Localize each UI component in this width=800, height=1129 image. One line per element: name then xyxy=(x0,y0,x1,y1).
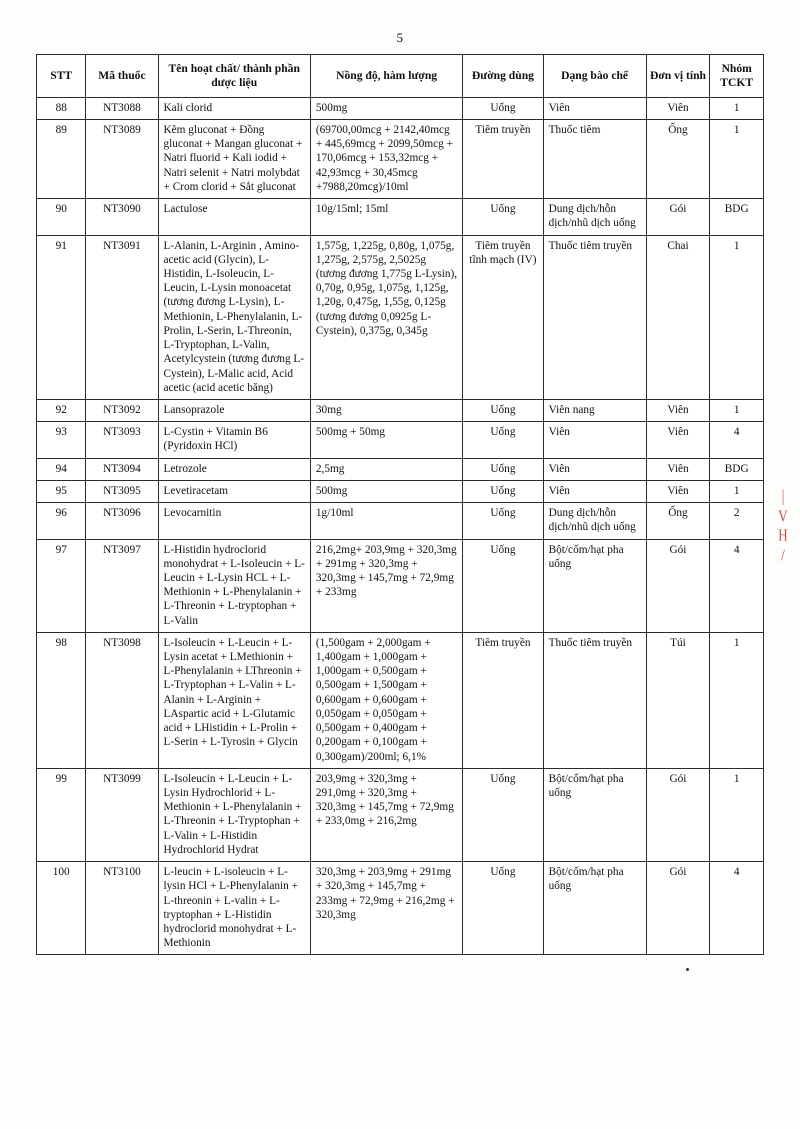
margin-annotation xyxy=(772,486,794,564)
margin-mark-2: V xyxy=(778,505,788,525)
table-row xyxy=(37,458,764,480)
cell-nong-do: 500mg xyxy=(310,97,462,119)
cell-don-vi-tinh: Ống xyxy=(646,120,710,199)
cell-ten-hoat-chat: Lactulose xyxy=(158,199,310,235)
cell-nhom-tckt: 4 xyxy=(710,422,764,458)
cell-stt: 89 xyxy=(37,120,86,199)
table-row xyxy=(37,480,764,502)
cell-ma-thuoc: NT3090 xyxy=(86,199,158,235)
cell-ten-hoat-chat: Kẽm gluconat + Đồng gluconat + Mangan gluconat + Natri fluorid + Kali iodid + Natri selenit + Natri molybdat + Crom clorid + Sắt gluconat xyxy=(158,120,310,199)
cell-nong-do: (1,500gam + 2,000gam + 1,400gam + 1,000gam + 1,000gam + 0,500gam + 0,500gam + 1,500gam + 0,600gam + 0,600gam + 0,050gam + 0,050gam + 0,500gam + 0,400gam + 0,200gam + 0,100gam + 0,300gam)/200ml; 6,1% xyxy=(310,632,462,768)
margin-mark-4: / xyxy=(781,544,785,564)
cell-stt: 94 xyxy=(37,458,86,480)
cell-nhom-tckt: 1 xyxy=(710,399,764,421)
cell-duong-dung: Tiêm truyền tĩnh mạch (IV) xyxy=(463,235,543,399)
cell-ten-hoat-chat: Letrozole xyxy=(158,458,310,480)
cell-duong-dung: Uống xyxy=(463,97,543,119)
cell-duong-dung: Uống xyxy=(463,399,543,421)
cell-don-vi-tinh: Viên xyxy=(646,422,710,458)
cell-stt: 90 xyxy=(37,199,86,235)
cell-stt: 99 xyxy=(37,768,86,861)
table-row xyxy=(37,199,764,235)
cell-duong-dung: Uống xyxy=(463,539,543,632)
table-row xyxy=(37,503,764,539)
cell-ten-hoat-chat: Kali clorid xyxy=(158,97,310,119)
cell-don-vi-tinh: Ống xyxy=(646,503,710,539)
cell-ten-hoat-chat: L-Cystin + Vitamin B6 (Pyridoxin HCl) xyxy=(158,422,310,458)
cell-dang-bao-che: Viên xyxy=(543,422,646,458)
cell-ma-thuoc: NT3098 xyxy=(86,632,158,768)
cell-don-vi-tinh: Viên xyxy=(646,480,710,502)
cell-nong-do: 500mg xyxy=(310,480,462,502)
column-header-nong-do: Nồng độ, hàm lượng xyxy=(310,55,462,98)
cell-nhom-tckt: 1 xyxy=(710,120,764,199)
cell-ma-thuoc: NT3089 xyxy=(86,120,158,199)
cell-duong-dung: Uống xyxy=(463,199,543,235)
cell-nong-do: 2,5mg xyxy=(310,458,462,480)
cell-duong-dung: Tiêm truyền xyxy=(463,632,543,768)
page-number: 5 xyxy=(396,30,404,45)
cell-dang-bao-che: Dung dịch/hỗn dịch/nhũ dịch uống xyxy=(543,503,646,539)
cell-ma-thuoc: NT3096 xyxy=(86,503,158,539)
cell-nong-do: 1,575g, 1,225g, 0,80g, 1,075g, 1,275g, 2,575g, 2,5025g (tương đương 1,775g L-Lysin), 0,70g, 0,95g, 1,075g, 1,125g, 1,20g, 0,475g, 1,55g, 0,125g (tương đương 0,0925g L-Cystein), 0,375g, 0,345g xyxy=(310,235,462,399)
column-header-ma-thuoc: Mã thuốc xyxy=(86,55,158,98)
cell-ten-hoat-chat: L-leucin + L-isoleucin + L-lysin HCl + L-Phenylalanin + L-threonin + L-valin + L-tryptophan + L-Histidin hydroclorid monohydrat + L-Methionin xyxy=(158,862,310,955)
cell-nong-do: 320,3mg + 203,9mg + 291mg + 320,3mg + 145,7mg + 233mg + 72,9mg + 216,2mg + 320,3mg xyxy=(310,862,462,955)
cell-nong-do: 10g/15ml; 15ml xyxy=(310,199,462,235)
cell-stt: 98 xyxy=(37,632,86,768)
cell-ten-hoat-chat: L-Histidin hydroclorid monohydrat + L-Isoleucin + L-Leucin + L-Lysin HCL + L-Methionin + L-Phenylalanin + L-Threonin + L-tryptophan + L-Valin xyxy=(158,539,310,632)
cell-ma-thuoc: NT3099 xyxy=(86,768,158,861)
margin-mark-3: H xyxy=(778,524,788,545)
cell-nhom-tckt: 2 xyxy=(710,503,764,539)
cell-dang-bao-che: Viên nang xyxy=(543,399,646,421)
table-row xyxy=(37,120,764,199)
cell-duong-dung: Uống xyxy=(463,503,543,539)
table-row xyxy=(37,862,764,955)
cell-don-vi-tinh: Viên xyxy=(646,458,710,480)
cell-ten-hoat-chat: L-Alanin, L-Arginin , Amino-acetic acid (Glycin), L-Histidin, L-Isoleucin, L-Leucin, L-Lysin monoacetat (tương đương L-Lysin), L-Methionin, L-Phenylalanin, L-Prolin, L-Serin, L-Threonin, L-Tryptophan, L-Valin, Acetylcystein (tương đương L-Cystein), L-Malic acid, Acid acetic (acid acetic băng) xyxy=(158,235,310,399)
cell-duong-dung: Uống xyxy=(463,862,543,955)
cell-stt: 88 xyxy=(37,97,86,119)
cell-don-vi-tinh: Gói xyxy=(646,862,710,955)
cell-ma-thuoc: NT3095 xyxy=(86,480,158,502)
table-row xyxy=(37,539,764,632)
table-row xyxy=(37,399,764,421)
column-header-duong-dung: Đường dùng xyxy=(463,55,543,98)
cell-nhom-tckt: 1 xyxy=(710,768,764,861)
cell-don-vi-tinh: Gói xyxy=(646,768,710,861)
table-row xyxy=(37,97,764,119)
cell-nong-do: 216,2mg+ 203,9mg + 320,3mg + 291mg + 320,3mg + 320,3mg + 145,7mg + 72,9mg + 233mg xyxy=(310,539,462,632)
column-header-stt: STT xyxy=(37,55,86,98)
cell-dang-bao-che: Viên xyxy=(543,97,646,119)
cell-ten-hoat-chat: L-Isoleucin + L-Leucin + L-Lysin Hydrochlorid + L-Methionin + L-Phenylalanin + L-Threonin + L-Tryptophan + L-Valin + L-Histidin Hydrochlorid Hydrat xyxy=(158,768,310,861)
cell-dang-bao-che: Thuốc tiêm xyxy=(543,120,646,199)
cell-don-vi-tinh: Gói xyxy=(646,199,710,235)
cell-nong-do: (69700,00mcg + 2142,40mcg + 445,69mcg + 2099,50mcg + 170,06mcg + 153,32mcg + 42,93mcg + 30,45mcg +7988,20mcg)/10ml xyxy=(310,120,462,199)
cell-ten-hoat-chat: Lansoprazole xyxy=(158,399,310,421)
cell-duong-dung: Uống xyxy=(463,458,543,480)
cell-dang-bao-che: Bột/cốm/hạt pha uống xyxy=(543,768,646,861)
cell-ten-hoat-chat: Levetiracetam xyxy=(158,480,310,502)
drug-list-table xyxy=(36,54,764,955)
cell-ma-thuoc: NT3093 xyxy=(86,422,158,458)
cell-don-vi-tinh: Chai xyxy=(646,235,710,399)
cell-ma-thuoc: NT3092 xyxy=(86,399,158,421)
cell-stt: 93 xyxy=(37,422,86,458)
margin-mark-1: | xyxy=(781,485,785,506)
cell-dang-bao-che: Viên xyxy=(543,458,646,480)
cell-duong-dung: Uống xyxy=(463,768,543,861)
cell-ten-hoat-chat: Levocarnitin xyxy=(158,503,310,539)
table-header-row xyxy=(37,55,764,98)
column-header-ten-hoat-chat: Tên hoạt chất/ thành phần dược liệu xyxy=(158,55,310,98)
cell-duong-dung: Uống xyxy=(463,422,543,458)
cell-don-vi-tinh: Viên xyxy=(646,97,710,119)
cell-ten-hoat-chat: L-Isoleucin + L-Leucin + L-Lysin acetat + LMethionin + L-Phenylalanin + LThreonin + L-Tryptophan + L-Valin + L-Alanin + L-Arginin + LAspartic acid + L-Glutamic acid + LHistidin + L-Prolin + L-Serin + L-Tyrosin + Glycin xyxy=(158,632,310,768)
cell-nhom-tckt: BDG xyxy=(710,458,764,480)
cell-nhom-tckt: 1 xyxy=(710,632,764,768)
cell-stt: 97 xyxy=(37,539,86,632)
cell-don-vi-tinh: Viên xyxy=(646,399,710,421)
cell-dang-bao-che: Thuốc tiêm truyền xyxy=(543,235,646,399)
cell-nhom-tckt: 1 xyxy=(710,97,764,119)
table-row xyxy=(37,768,764,861)
cell-stt: 95 xyxy=(37,480,86,502)
cell-dang-bao-che: Dung dịch/hỗn dịch/nhũ dịch uống xyxy=(543,199,646,235)
cell-dang-bao-che: Bột/cốm/hạt pha uống xyxy=(543,862,646,955)
cell-nong-do: 203,9mg + 320,3mg + 291,0mg + 320,3mg + 320,3mg + 145,7mg + 72,9mg + 233,0mg + 216,2mg xyxy=(310,768,462,861)
column-header-don-vi-tinh: Đơn vị tính xyxy=(646,55,710,98)
cell-nhom-tckt: 1 xyxy=(710,235,764,399)
cell-stt: 100 xyxy=(37,862,86,955)
cell-nhom-tckt: 1 xyxy=(710,480,764,502)
cell-duong-dung: Uống xyxy=(463,480,543,502)
column-header-nhom-tckt: Nhóm TCKT xyxy=(710,55,764,98)
cell-ma-thuoc: NT3094 xyxy=(86,458,158,480)
cell-stt: 92 xyxy=(37,399,86,421)
cell-nhom-tckt: 4 xyxy=(710,862,764,955)
cell-stt: 91 xyxy=(37,235,86,399)
table-row xyxy=(37,235,764,399)
cell-dang-bao-che: Bột/cốm/hạt pha uống xyxy=(543,539,646,632)
cell-don-vi-tinh: Túi xyxy=(646,632,710,768)
stray-ink-dot xyxy=(686,968,689,971)
table-row xyxy=(37,422,764,458)
cell-nong-do: 30mg xyxy=(310,399,462,421)
cell-stt: 96 xyxy=(37,503,86,539)
cell-don-vi-tinh: Gói xyxy=(646,539,710,632)
cell-nhom-tckt: 4 xyxy=(710,539,764,632)
cell-ma-thuoc: NT3088 xyxy=(86,97,158,119)
cell-dang-bao-che: Viên xyxy=(543,480,646,502)
table-row xyxy=(37,632,764,768)
cell-nhom-tckt: BDG xyxy=(710,199,764,235)
cell-nong-do: 1g/10ml xyxy=(310,503,462,539)
cell-dang-bao-che: Thuốc tiêm truyền xyxy=(543,632,646,768)
cell-ma-thuoc: NT3100 xyxy=(86,862,158,955)
column-header-dang-bao-che: Dạng bào chế xyxy=(543,55,646,98)
cell-ma-thuoc: NT3097 xyxy=(86,539,158,632)
cell-nong-do: 500mg + 50mg xyxy=(310,422,462,458)
cell-duong-dung: Tiêm truyền xyxy=(463,120,543,199)
cell-ma-thuoc: NT3091 xyxy=(86,235,158,399)
